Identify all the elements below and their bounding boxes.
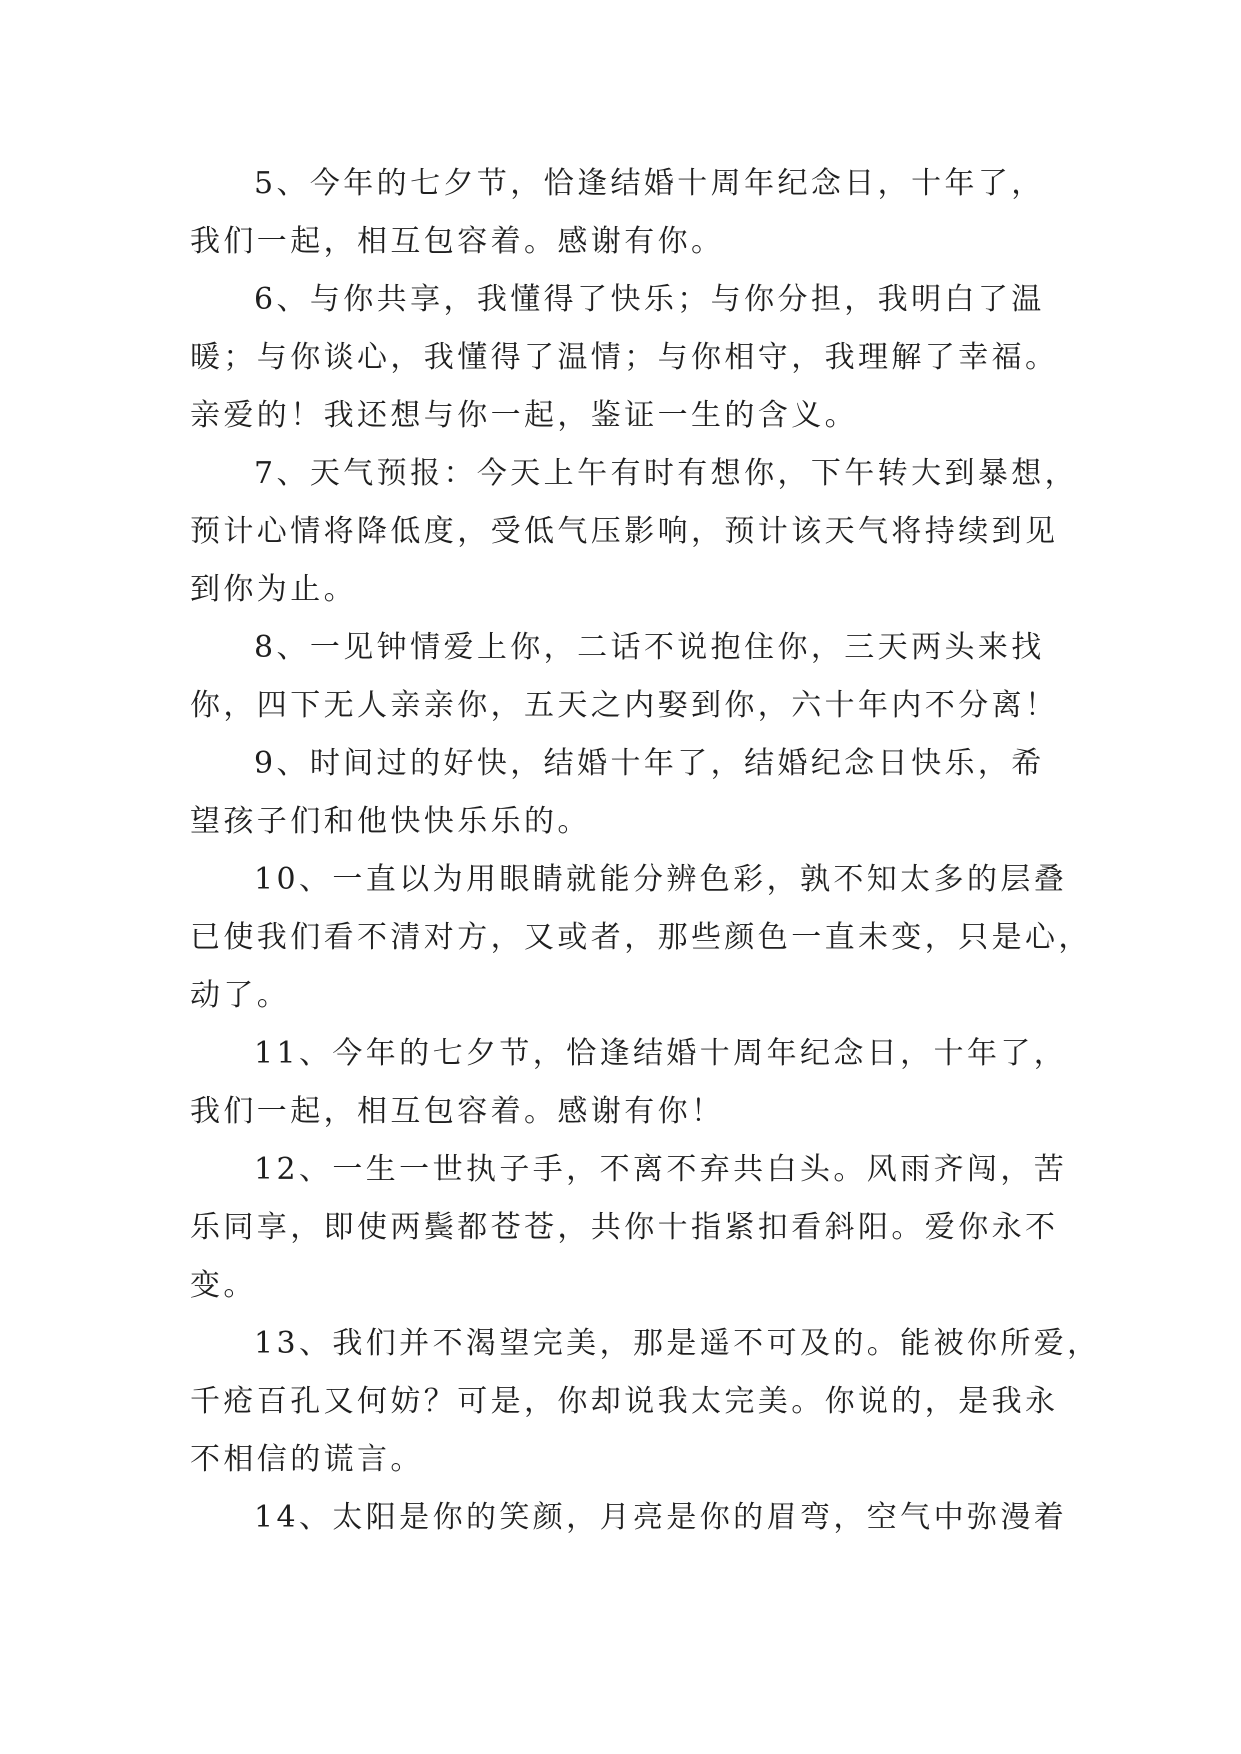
paragraph-line: 9、时间过的好快，结婚十年了，结婚纪念日快乐，希 bbox=[254, 746, 1045, 781]
paragraph-line: 变。 bbox=[190, 1268, 257, 1303]
paragraph-line: 你，四下无人亲亲你，五天之内娶到你，六十年内不分离！ bbox=[190, 688, 1059, 723]
paragraph-line: 动了。 bbox=[190, 978, 291, 1013]
paragraph-7 bbox=[190, 445, 1079, 619]
paragraph-line: 11、今年的七夕节，恰逢结婚十周年纪念日，十年了， bbox=[254, 1036, 1068, 1071]
paragraph-line: 12、一生一世执子手，不离不弃共白头。风雨齐闯，苦 bbox=[254, 1152, 1068, 1187]
paragraph-line: 7、天气预报：今天上午有时有想你，下午转大到暴想， bbox=[254, 456, 1079, 491]
paragraph-6 bbox=[190, 271, 1070, 445]
paragraph-line: 10、一直以为用眼睛就能分辨色彩，孰不知太多的层叠 bbox=[254, 862, 1068, 897]
paragraph-11 bbox=[190, 1025, 1070, 1141]
paragraph-10 bbox=[190, 851, 1092, 1025]
paragraph-line: 8、一见钟情爱上你，二话不说抱住你，三天两头来找 bbox=[254, 630, 1045, 665]
paragraph-line: 已使我们看不清对方，又或者，那些颜色一直未变，只是心， bbox=[190, 920, 1092, 955]
paragraph-13 bbox=[190, 1315, 1101, 1489]
paragraph-line: 我们一起，相互包容着。感谢有你。 bbox=[190, 224, 725, 259]
document-body bbox=[190, 155, 1101, 1547]
paragraph-line: 14、太阳是你的笑颜，月亮是你的眉弯，空气中弥漫着 bbox=[254, 1500, 1068, 1535]
paragraph-line: 望孩子们和他快快乐乐的。 bbox=[190, 804, 591, 839]
paragraph-line: 不相信的谎言。 bbox=[190, 1442, 424, 1477]
paragraph-line: 我们一起，相互包容着。感谢有你！ bbox=[190, 1094, 725, 1129]
paragraph-12 bbox=[190, 1141, 1070, 1315]
paragraph-14 bbox=[190, 1489, 1070, 1547]
paragraph-8 bbox=[190, 619, 1070, 735]
paragraph-9 bbox=[190, 735, 1070, 851]
paragraph-line: 6、与你共享，我懂得了快乐；与你分担，我明白了温 bbox=[254, 282, 1045, 317]
paragraph-line: 乐同享，即使两鬓都苍苍，共你十指紧扣看斜阳。爱你永不 bbox=[190, 1210, 1059, 1245]
paragraph-line: 暖；与你谈心，我懂得了温情；与你相守，我理解了幸福。 bbox=[190, 340, 1059, 375]
paragraph-line: 千疮百孔又何妨？可是，你却说我太完美。你说的，是我永 bbox=[190, 1384, 1059, 1419]
paragraph-line: 亲爱的！我还想与你一起，鉴证一生的含义。 bbox=[190, 398, 858, 433]
paragraph-line: 到你为止。 bbox=[190, 572, 357, 607]
paragraph-line: 5、今年的七夕节，恰逢结婚十周年纪念日，十年了， bbox=[254, 166, 1045, 201]
paragraph-line: 13、我们并不渴望完美，那是遥不可及的。能被你所爱， bbox=[254, 1326, 1101, 1361]
paragraph-5 bbox=[190, 155, 1070, 271]
paragraph-line: 预计心情将降低度，受低气压影响，预计该天气将持续到见 bbox=[190, 514, 1059, 549]
